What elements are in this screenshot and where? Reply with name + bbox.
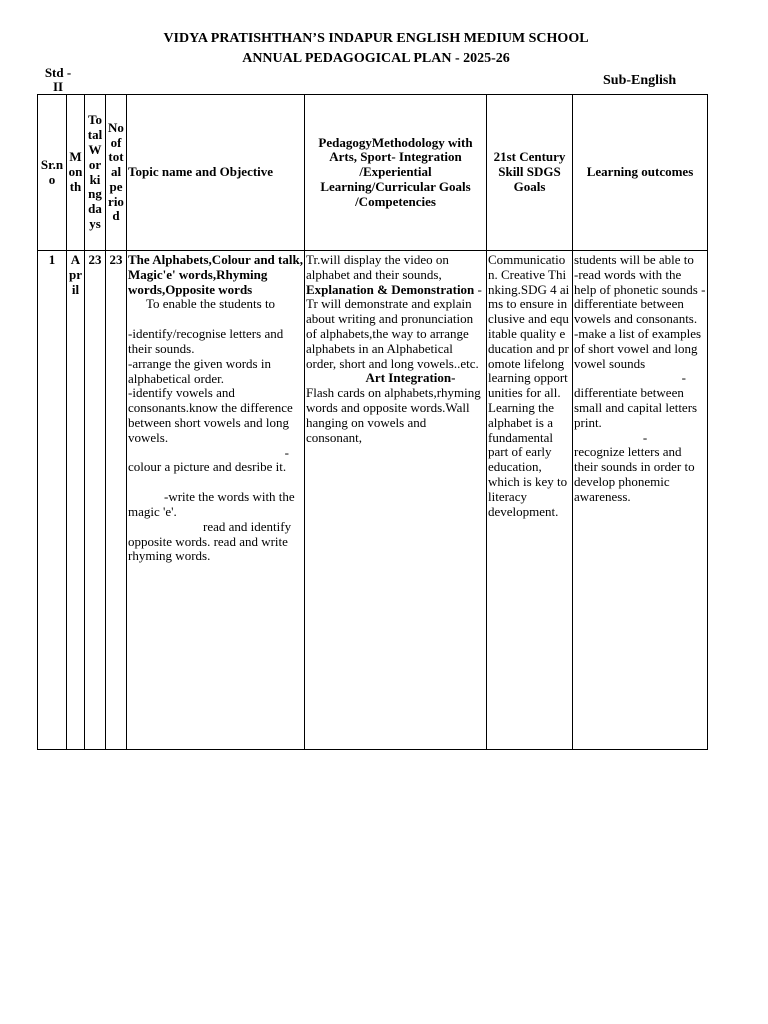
- topic-line: read and identify opposite words. read and write rhyming words.: [128, 518, 292, 564]
- cell-periods: 23: [106, 251, 127, 750]
- pedagogy-text: - Tr will demonstrate and explain about writing and pronunciation of alphabets,the way to arrange alphabets in an Alphabetical order, short and long vowels..etc.: [306, 281, 482, 371]
- plan-title: ANNUAL PEDAGOGICAL PLAN - 2025-26: [242, 51, 510, 66]
- header-outcomes: Learning outcomes: [573, 95, 708, 251]
- header-month: Month: [67, 95, 85, 251]
- outcome-line: students will be able to: [574, 252, 694, 267]
- cell-working-days: 23: [85, 251, 106, 750]
- standard-label: Std - II: [44, 65, 72, 94]
- outcome-line: -make a list of examples of short vowel and long vowel sounds: [574, 325, 702, 371]
- cell-srno: 1: [38, 251, 67, 750]
- table-header-row: [38, 95, 708, 251]
- header-skills: 21st Century Skill SDGS Goals: [487, 95, 573, 251]
- cell-outcomes: [573, 251, 708, 750]
- school-name: VIDYA PRATISHTHAN’S INDAPUR ENGLISH MEDIUM SCHOOL: [163, 31, 589, 46]
- outcome-line: recognize letters and their sounds in order to develop phonemic awareness.: [574, 444, 695, 504]
- subject-label: Sub-English: [603, 73, 677, 88]
- topic-line: colour a picture and desribe it.: [128, 459, 287, 475]
- topic-line: -arrange the given words in alphabetical order.: [128, 355, 271, 386]
- outcome-line: -: [642, 429, 648, 445]
- header-working-days: Total Working days: [85, 95, 106, 251]
- topic-intro: To enable the students to: [146, 296, 276, 312]
- cell-pedagogy: [305, 251, 487, 750]
- cell-month: April: [67, 251, 85, 750]
- header-periods: No of total period: [106, 95, 127, 251]
- header-pedagogy: PedagogyMethodology with Arts, Sport- Integration /Experiential Learning/Curricular Goals /Competencies: [305, 95, 487, 251]
- topic-line: -identify vowels and consonants.know the difference between short vowels and long vowels.: [128, 385, 293, 445]
- topic-line: -: [284, 444, 289, 460]
- pedagogical-plan-table: [37, 94, 708, 750]
- pedagogy-heading-explanation: Explanation & Demonstration: [306, 281, 475, 297]
- cell-skills: [487, 251, 573, 750]
- outcome-line: -: [681, 370, 686, 386]
- outcome-line: differentiate between small and capital letters print.: [574, 385, 698, 430]
- pedagogy-text: Flash cards on alphabets,rhyming words and opposite words.Wall hanging on vowels and consonant,: [306, 385, 481, 445]
- pedagogy-heading-art: Art Integration-: [365, 370, 456, 386]
- topic-line: -write the words with the magic 'e'.: [128, 489, 295, 519]
- skills-text: Learning the alphabet is a fundamental part of early education, which is key to literacy development.: [488, 399, 568, 519]
- topic-title: The Alphabets,Colour and talk, Magic'e' words,Rhyming words,Opposite words: [128, 252, 303, 297]
- outcome-line: -read words with the help of phonetic sounds -differentiate between vowels and consonants.: [574, 266, 706, 327]
- pedagogy-intro: Tr.will display the video on alphabet and their sounds,: [306, 252, 449, 282]
- topic-line: -identify/recognise letters and their sounds.: [128, 326, 284, 356]
- table-row: [38, 251, 708, 750]
- header-srno: Sr.no: [38, 95, 67, 251]
- cell-topic: [127, 251, 305, 750]
- header-topic: Topic name and Objective: [127, 95, 305, 251]
- skills-text: Communication. Creative Thinking.SDG 4 aims to ensure inclusive and equitable quality education and promote lifelong learning opportunities for all.: [488, 252, 570, 401]
